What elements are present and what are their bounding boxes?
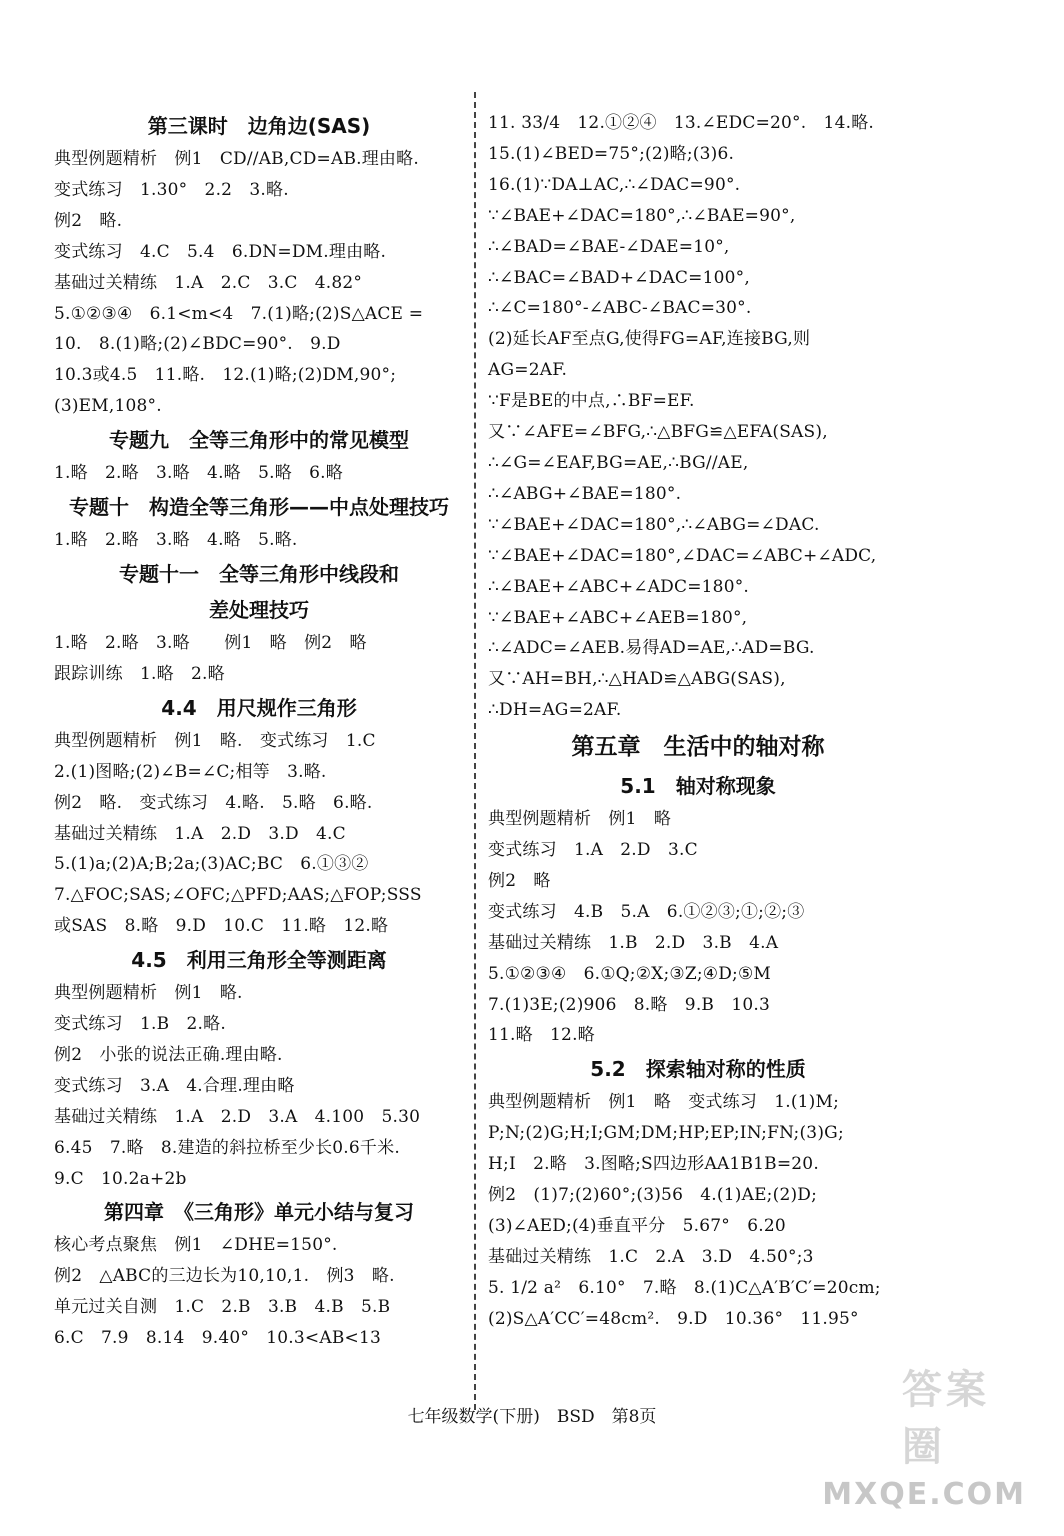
left-answer-line: 或SAS 8.略 9.D 10.C 11.略 12.略	[54, 916, 389, 937]
left-answer-line: 1.略 2.略 3.略 4.略 5.略.	[54, 530, 298, 551]
right-answer-line: 7.(1)3E;(2)906 8.略 9.B 10.3	[488, 994, 770, 1015]
left-answer-line: 例2 小张的说法正确.理由略.	[54, 1044, 283, 1065]
left-answer-line: 9.C 10.2a+2b	[54, 1168, 187, 1189]
right-answer-line: 例2 略	[488, 870, 551, 891]
left-answer-line: 变式练习 4.C 5.4 6.DN=DM.理由略.	[54, 241, 387, 262]
page-footer: 七年级数学(下册) BSD 第8页	[407, 1407, 657, 1427]
right-section-heading: 5.2 探索轴对称的性质	[590, 1057, 806, 1082]
left-section-heading: 4.5 利用三角形全等测距离	[131, 948, 387, 973]
left-answer-line: 例2 △ABC的三边长为10,10,1. 例3 略.	[54, 1266, 395, 1287]
right-answer-line: 变式练习 4.B 5.A 6.①②③;①;②;③	[488, 901, 805, 922]
right-section-heading: 5.1 轴对称现象	[620, 774, 776, 799]
left-answer-line: 变式练习 1.B 2.略.	[54, 1014, 226, 1035]
right-answer-line: ∴∠BAC=∠BAD+∠DAC=100°,	[488, 267, 750, 288]
right-answer-line: (2)延长AF至点G,使得FG=AF,连接BG,则	[488, 329, 811, 350]
left-section-heading: 4.4 用尺规作三角形	[161, 695, 357, 720]
left-answer-line: 核心考点聚焦 例1 ∠DHE=150°.	[54, 1235, 338, 1256]
left-answer-line: 5.(1)a;(2)A;B;2a;(3)AC;BC 6.①③②	[54, 854, 369, 875]
right-answer-line: (3)∠AED;(4)垂直平分 5.67° 6.20	[488, 1216, 786, 1236]
left-answer-line: 例2 略.	[54, 210, 123, 231]
right-answer-line: 5. 1/2 a² 6.10° 7.略 8.(1)C△A′B′C′=20cm;	[488, 1277, 881, 1298]
right-answer-line: ∴DH=AG=2AF.	[488, 700, 622, 721]
right-answer-line: ∵F是BE的中点,∴BF=EF.	[488, 391, 695, 412]
left-answer-line: 6.C 7.9 8.14 9.40° 10.3<AB<13	[54, 1328, 382, 1349]
right-answer-line: ∴∠ABG+∠BAE=180°.	[488, 483, 682, 504]
left-section-heading: 第三课时 边角边(SAS)	[147, 114, 371, 138]
right-answer-line: ∴∠BAE+∠ABC+∠ADC=180°.	[488, 576, 750, 597]
left-section-heading: 第四章 《三角形》单元小结与复习	[104, 1200, 414, 1225]
right-answer-line: P;N;(2)G;H;I;GM;DM;HP;EP;IN;FN;(3)G;	[488, 1123, 844, 1144]
left-section-heading: 专题十一 全等三角形中线段和	[119, 561, 399, 586]
left-answer-line: 变式练习 3.A 4.合理.理由略	[54, 1075, 295, 1096]
left-answer-line: 1.略 2.略 3.略 例1 略 例2 略	[54, 632, 367, 653]
right-answer-line: ∵∠BAE+∠DAC=180°,∴∠ABG=∠DAC.	[488, 514, 820, 535]
right-answer-line: 变式练习 1.A 2.D 3.C	[488, 840, 698, 861]
left-answer-line: 跟踪训练 1.略 2.略	[54, 663, 225, 684]
right-answer-line: 11.略 12.略	[488, 1025, 595, 1046]
left-section-heading: 差处理技巧	[209, 597, 309, 622]
right-answer-line: ∴∠BAD=∠BAE-∠DAE=10°,	[488, 236, 730, 257]
watermark-logo	[822, 1367, 1050, 1526]
watermark-top-text: 答案圈	[902, 1367, 990, 1470]
left-answer-line: 10.3或4.5 11.略. 12.(1)略;(2)DM,90°;	[54, 365, 397, 386]
right-answer-line: ∵∠BAE+∠DAC=180°,∴∠BAE=90°,	[488, 205, 796, 226]
right-answer-line: ∴∠C=180°-∠ABC-∠BAC=30°.	[488, 298, 752, 319]
right-answer-line: 又∵∠AFE=∠BFG,∴△BFG≌△EFA(SAS),	[488, 422, 828, 443]
left-answer-line: 典型例题精析 例1 CD//AB,CD=AB.理由略.	[54, 149, 419, 169]
left-answer-line: 变式练习 1.30° 2.2 3.略.	[54, 179, 289, 200]
left-answer-line: 典型例题精析 例1 略.	[54, 983, 243, 1004]
left-section-heading: 专题十 构造全等三角形——中点处理技巧	[69, 495, 449, 520]
right-answer-line: 15.(1)∠BED=75°;(2)略;(3)6.	[488, 143, 735, 164]
left-answer-line: 基础过关精练 1.A 2.D 3.D 4.C	[54, 823, 346, 844]
right-answer-line: 5.①②③④ 6.①Q;②X;③Z;④D;⑤M	[488, 963, 771, 984]
right-answer-line: 16.(1)∵DA⊥AC,∴∠DAC=90°.	[488, 174, 741, 195]
right-answer-line: 基础过关精练 1.C 2.A 3.D 4.50°;3	[488, 1246, 814, 1267]
left-answer-line: 1.略 2.略 3.略 4.略 5.略 6.略	[54, 463, 343, 484]
right-answer-line: ∵∠BAE+∠DAC=180°,∠DAC=∠ABC+∠ADC,	[488, 545, 877, 566]
left-section-heading: 专题九 全等三角形中的常见模型	[109, 428, 409, 453]
right-answer-line: 基础过关精练 1.B 2.D 3.B 4.A	[488, 932, 779, 953]
left-answer-line: 10. 8.(1)略;(2)∠BDC=90°. 9.D	[54, 334, 341, 355]
left-answer-line: 6.45 7.略 8.建造的斜拉桥至少长0.6千米.	[54, 1137, 400, 1158]
right-answer-line: 典型例题精析 例1 略 变式练习 1.(1)M;	[488, 1092, 840, 1113]
right-answer-line: H;I 2.略 3.图略;S四边形AA1B1B=20.	[488, 1154, 819, 1175]
right-answer-line: 例2 (1)7;(2)60°;(3)56 4.(1)AE;(2)D;	[488, 1185, 818, 1206]
left-answer-line: 2.(1)图略;(2)∠B=∠C;相等 3.略.	[54, 761, 327, 782]
left-answer-line: 基础过关精练 1.A 2.C 3.C 4.82°	[54, 272, 363, 293]
left-answer-line: 基础过关精练 1.A 2.D 3.A 4.100 5.30	[54, 1106, 421, 1127]
right-answer-line: ∵∠BAE+∠ABC+∠AEB=180°,	[488, 607, 748, 628]
right-answer-line: ∴∠ADC=∠AEB.易得AD=AE,∴AD=BG.	[488, 638, 815, 659]
left-column	[54, 108, 464, 1354]
right-answer-line: 11. 33/4 12.①②④ 13.∠EDC=20°. 14.略.	[488, 113, 874, 133]
watermark-bottom-text: MXQE.COM	[822, 1477, 1026, 1512]
right-answer-line: 又∵AH=BH,∴△HAD≌△ABG(SAS),	[488, 669, 786, 690]
left-answer-line: 5.①②③④ 6.1<m<4 7.(1)略;(2)S△ACE =	[54, 303, 424, 324]
left-answer-line: 典型例题精析 例1 略. 变式练习 1.C	[54, 730, 376, 751]
right-chapter-heading: 第五章 生活中的轴对称	[571, 734, 825, 761]
right-answer-line: AG=2AF.	[488, 360, 568, 381]
right-column	[488, 108, 908, 1335]
column-divider	[474, 92, 476, 1410]
right-answer-line: (2)S△A′CC′=48cm². 9.D 10.36° 11.95°	[488, 1308, 859, 1329]
right-answer-line: 典型例题精析 例1 略	[488, 809, 672, 830]
left-answer-line: 7.△FOC;SAS;∠OFC;△PFD;AAS;△FOP;SSS	[54, 885, 422, 906]
left-answer-line: 例2 略. 变式练习 4.略. 5.略 6.略.	[54, 792, 373, 813]
right-answer-line: ∴∠G=∠EAF,BG=AE,∴BG//AE,	[488, 452, 749, 473]
left-answer-line: 单元过关自测 1.C 2.B 3.B 4.B 5.B	[54, 1297, 391, 1318]
left-answer-line: (3)EM,108°.	[54, 396, 162, 417]
